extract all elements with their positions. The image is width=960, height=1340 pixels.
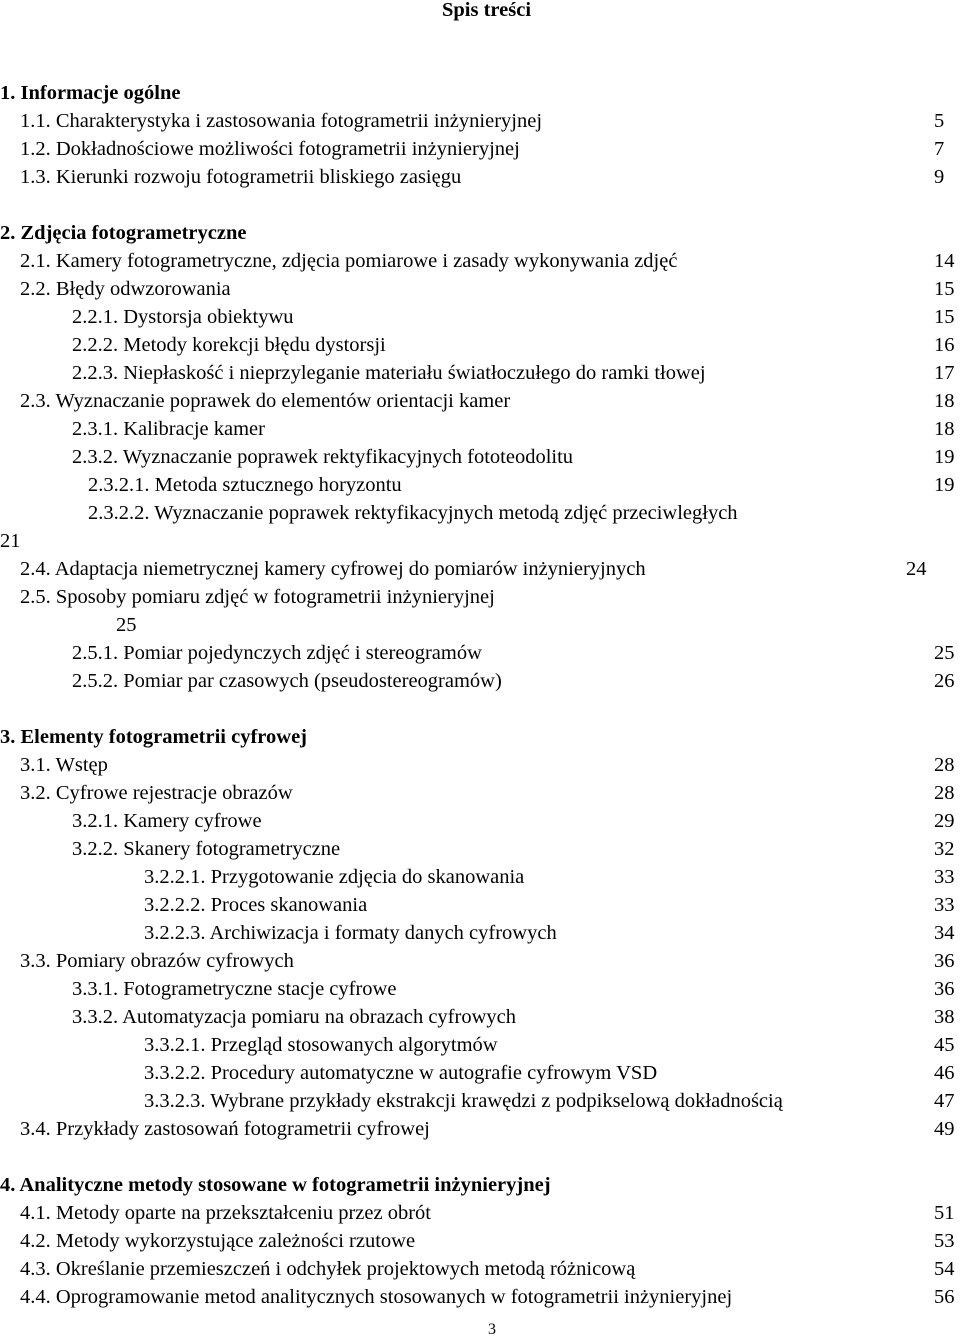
toc-page-number: 56 [934,1286,955,1308]
toc-entry: 3.2.2. Skanery fotogrametryczne [72,838,341,860]
toc-page-number: 24 [906,558,927,580]
toc-entry: 4.1. Metody oparte na przekształceniu przez obrót [20,1202,431,1224]
toc-page-number: 19 [934,446,955,468]
toc-page-number: 18 [934,390,955,412]
toc-entry: 3.2.2.2. Proces skanowania [144,894,368,916]
toc-page-number: 28 [934,782,955,804]
toc-entry: 3.3. Pomiary obrazów cyfrowych [20,950,294,972]
toc-entry: 1.3. Kierunki rozwoju fotogrametrii bliskiego zasięgu [20,166,462,188]
toc-page-number: 16 [934,334,955,356]
toc-entry: 2.3.1. Kalibracje kamer [72,418,265,440]
toc-entry: 2.5.1. Pomiar pojedynczych zdjęć i stereogramów [72,642,482,664]
toc-page-number: 25 [934,642,955,664]
toc-entry: 4.2. Metody wykorzystujące zależności rzutowe [20,1230,416,1252]
toc-page-number: 47 [934,1090,955,1112]
toc-page-number: 26 [934,670,955,692]
toc-chapter-heading: 1. Informacje ogólne [0,82,181,104]
toc-page-number: 15 [934,306,955,328]
toc-page-number: 14 [934,250,955,272]
toc-page-number: 17 [934,362,955,384]
footer-page-number: 3 [488,1321,496,1338]
toc-page-number: 32 [934,838,955,860]
page-title: Spis treści [442,0,532,21]
toc-page-number: 53 [934,1230,955,1252]
toc-entry: 2.2.3. Niepłaskość i nieprzyleganie materiału światłoczułego do ramki tłowej [72,362,706,384]
toc-entry: 2.3.2.1. Metoda sztucznego horyzontu [88,474,402,496]
toc-page-number: 38 [934,1006,955,1028]
toc-page-number: 33 [934,866,955,888]
toc-page-number: 36 [934,978,955,1000]
toc-entry: 2.2.2. Metody korekcji błędu dystorsji [72,334,386,356]
toc-entry: 3.1. Wstęp [20,754,108,776]
toc-page-number: 29 [934,810,955,832]
toc-entry: 2.2.1. Dystorsja obiektywu [72,306,294,328]
toc-entry: 3.3.2.2. Procedury automatyczne w autografie cyfrowym VSD [144,1062,658,1084]
toc-entry: 4.4. Oprogramowanie metod analitycznych stosowanych w fotogrametrii inżynieryjnej [20,1286,733,1308]
toc-page-number: 51 [934,1202,955,1224]
toc-page-number: 45 [934,1034,955,1056]
toc-page-number: 25 [116,614,137,636]
toc-page-number: 5 [934,110,945,132]
toc-entry: 3.3.2.3. Wybrane przykłady ekstrakcji krawędzi z podpikselową dokładnością [144,1090,783,1112]
toc-entry: 3.2.2.1. Przygotowanie zdjęcia do skanowania [144,866,525,888]
toc-chapter-heading: 2. Zdjęcia fotogrametryczne [0,222,247,244]
toc-entry: 3.3.1. Fotogrametryczne stacje cyfrowe [72,978,397,1000]
toc-page-number: 7 [934,138,945,160]
toc-entry: 1.1. Charakterystyka i zastosowania fotogrametrii inżynieryjnej [20,110,543,132]
toc-entry: 2.3.2.2. Wyznaczanie poprawek rektyfikacyjnych metodą zdjęć przeciwległych [88,502,738,524]
toc-entry: 3.4. Przykłady zastosowań fotogrametrii cyfrowej [20,1118,430,1140]
toc-entry: 3.3.2. Automatyzacja pomiaru na obrazach cyfrowych [72,1006,516,1028]
toc-entry: 3.3.2.1. Przegląd stosowanych algorytmów [144,1034,498,1056]
toc-chapter-heading: 3. Elementy fotogrametrii cyfrowej [0,726,307,748]
toc-entry: 3.2. Cyfrowe rejestracje obrazów [20,782,293,804]
toc-entry: 1.2. Dokładnościowe możliwości fotogrametrii inżynieryjnej [20,138,520,160]
toc-page-number: 34 [934,922,955,944]
toc-page-number: 15 [934,278,955,300]
toc-entry: 3.2.1. Kamery cyfrowe [72,810,262,832]
toc-entry: 2.5. Sposoby pomiaru zdjęć w fotogrametrii inżynieryjnej [20,586,495,608]
toc-chapter-heading: 4. Analityczne metody stosowane w fotogrametrii inżynieryjnej [0,1174,551,1196]
toc-page-number: 21 [0,530,21,552]
toc-page-number: 46 [934,1062,955,1084]
toc-page-number: 18 [934,418,955,440]
toc-page-number: 9 [934,166,945,188]
toc-entry: 3.2.2.3. Archiwizacja i formaty danych cyfrowych [144,922,557,944]
toc-page-number: 54 [934,1258,955,1280]
toc-entry: 2.3. Wyznaczanie poprawek do elementów orientacji kamer [20,390,511,412]
toc-entry: 2.4. Adaptacja niemetrycznej kamery cyfrowej do pomiarów inżynieryjnych [20,558,646,580]
toc-entry: 2.5.2. Pomiar par czasowych (pseudostereogramów) [72,670,502,692]
toc-page-number: 49 [934,1118,955,1140]
toc-entry: 4.3. Określanie przemieszczeń i odchyłek projektowych metodą różnicową [20,1258,636,1280]
toc-entry: 2.1. Kamery fotogrametryczne, zdjęcia pomiarowe i zasady wykonywania zdjęć [20,250,678,272]
toc-page-number: 36 [934,950,955,972]
toc-entry: 2.2. Błędy odwzorowania [20,278,231,300]
toc-page-number: 19 [934,474,955,496]
toc-page-number: 28 [934,754,955,776]
toc-page-number: 33 [934,894,955,916]
toc-entry: 2.3.2. Wyznaczanie poprawek rektyfikacyjnych fototeodolitu [72,446,574,468]
